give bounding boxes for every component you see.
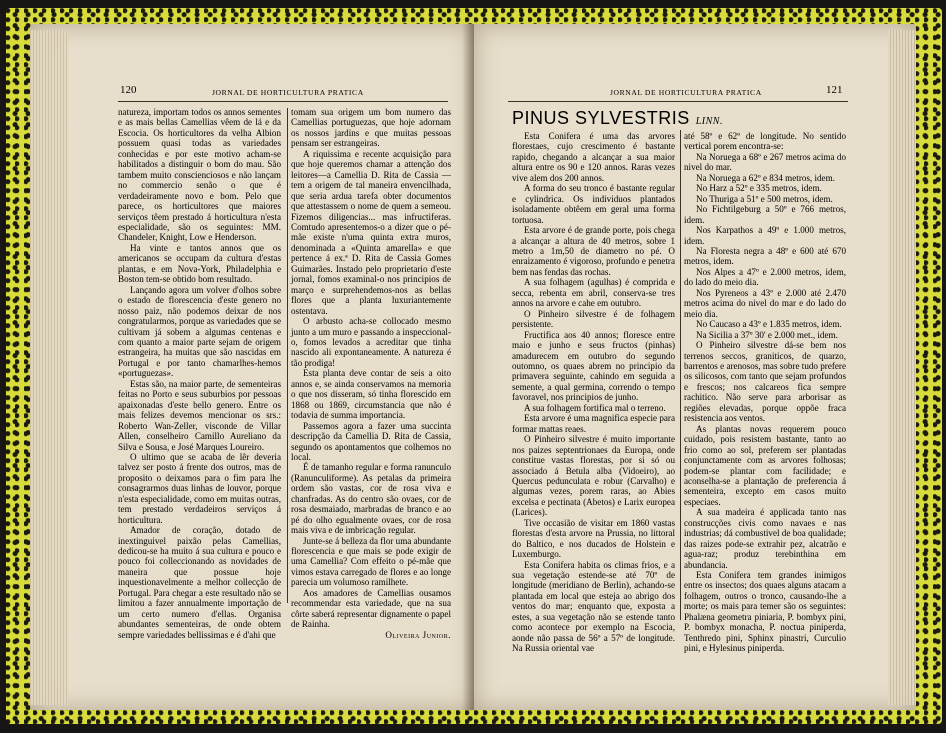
right-running-head: JORNAL DE HORTICULTURA PRATICA: [610, 88, 762, 97]
left-page-edges: [30, 30, 68, 705]
paragraph: Estas são, na maior parte, de sementeiras feitas no Porto e seus suburbios por pessoas apaixonadas d'este bello genero. Entre os mais felizes devemos mencionar os srs.: Roberto Wan-Zeller, visconde de Villar Allen, conselheiro Camillo Aureliano da Silva e Sousa, e José Marques Loureiro.: [118, 378, 281, 452]
right-column-divider: [680, 130, 681, 620]
paragraph: O Pinheiro silvestre dá-se bem nos terrenos seccos, graniticos, de quarzo, barrentos e arenosos, mas sobre tudo prefere os silicosos, com tanto que sejam profundos e frescos; nos calcareos fica sempre rachitico. Não serve para arborisar as regiões elevadas, porque oppõe fraca resistencia aos ventos.: [684, 340, 846, 424]
paragraph: Tive occasião de visitar em 1860 vastas florestas d'esta arvore na Prussia, no littoral do Baltico, e nos ducados de Holstein e Luxemburgo.: [512, 517, 675, 560]
article-title-author: LINN.: [695, 116, 723, 127]
paragraph: O ultimo que se acaba de lêr deveria talvez ser posto á frente dos outros, mas de proposito o deixamos para o fim para lhe consagrarmos duas linhas de louvor, porque n'esta especialidade, como em muitas outras, tem prestado verdadeiros serviços á horticultura.: [118, 451, 281, 525]
paragraph: Lançando agora um volver d'olhos sobre o estado de florescencia d'este genero no nosso paiz, não podemos deixar de nos congratularmos, porque as variedades que se cultivam já sobem a algumas centenas e com quanto a maior parte sejam de origem estrangeira, ha muitas que são nascidas em Portugal e por tanto chamarlhes-hemos «portuguezas».: [118, 284, 281, 379]
paragraph: No Harz a 52º e 335 metros, idem.: [696, 183, 822, 194]
paragraph: tomam sua origem um bom numero das Camellias portuguezas, que hoje adornam os nossos jardins e que muitas pessoas pensam ser estrangeiras.: [291, 107, 451, 149]
paragraph: Na Sicilia a 37º 30' e 2.000 met., idem.: [696, 329, 838, 340]
paragraph: A sua madeira é applicada tanto nas construcções civis como navaes e nas industrias; dá combustivel de boa qualidade; das raizes pode-se extrahir pez, alcatrão e agua-raz; produz terebinthina em abundancia.: [684, 507, 846, 570]
paragraph: Esta Conifera é uma das arvores florestaes, cujo crescimento é bastante rapido, chegando a alcançar a sua maior altura entre os 90 e 120 annos. Raras vezes vive alem dos 200 annos.: [512, 131, 675, 183]
article-title: [512, 108, 723, 129]
paragraph: Junte-se á belleza da flor uma abundante florescencia e que mais se pode exigir de uma Camellia? Com effeito o pé-mãe que vimos estava carregado de flores e ao longe parecia um volumoso ramilhete.: [291, 535, 451, 588]
paragraph: Esta arvore é uma magnifica especie para formar mattas reaes.: [512, 413, 675, 434]
paragraph: O arbusto acha-se collocado mesmo junto a um muro e passando a inspeccional-o, fomos levados a acreditar que tinha nascido ali expontaneamente. A natureza é tão prodiga!: [291, 316, 451, 368]
right-column-1: [512, 131, 675, 654]
left-column-1: [118, 107, 281, 640]
left-column-divider: [287, 108, 288, 603]
paragraph: Na Noruega a 68º e 267 metros acima do nivel do mar.: [684, 151, 846, 173]
paragraph: A sua folhagem (agulhas) é comprida e secca, rebenta em abril, conserva-se tres annos na arvore e cahe em outubro.: [512, 277, 675, 309]
paragraph: No Thuriga a 51º e 500 metros, idem.: [696, 193, 833, 204]
paragraph: A forma do seu tronco é bastante regular e cylindrica. Os individuos plantados isoladamente obtêem em geral uma forma tortuosa.: [512, 183, 675, 225]
left-column-2: [291, 107, 451, 640]
paragraph: No Fichtilgeburg a 50º e 766 metros, idem.: [684, 204, 846, 225]
paragraph: Nos Karpathos a 49º e 1.000 metros, idem.: [684, 225, 846, 246]
paragraph: Passemos agora a fazer uma succinta descripção da Camellia D. Rita de Cassia, segundo os apontamentos que colhemos no local.: [291, 420, 451, 462]
right-page-number: 121: [826, 84, 843, 96]
paragraph: A sua folhagem fortifica mal o terreno.: [524, 402, 666, 413]
paragraph: É de tamanho regular e forma ranunculo (Ranunculiforme). As petalas da primeira ordem são vastas, cor de rosa viva e chanfradas. As do centro são ovaes, cor de rosa desmaiado, marbradas de branco e ao pé do olho egualmente ovaes, cor de rosa mais viva e de imbricação regular.: [291, 462, 451, 536]
left-running-head: JORNAL DE HORTICULTURA PRATICA: [212, 88, 364, 97]
paragraph: O Pinheiro silvestre é de folhagem persistente.: [512, 308, 675, 330]
paragraph: Nos Alpes a 47º e 2.000 metros, idem, do lado do meio dia.: [684, 266, 846, 288]
paragraph: Esta Conifera tem grandes inimigos entre os insectos; dos quaes alguns atacam a folhagem, outros o tronco, causando-lhe a morte; os mais para temer são os seguintes: Phalæna geometra piniaria, P. bombyx pini, P. bombyx monacha, P. noctua piniperda, Tenthredo pini, Sphinx pinastri, Curculio pini, e Hylesinus piniperda.: [684, 570, 846, 654]
right-header-rule: [508, 101, 848, 102]
paragraph: Nos Pyreneos a 43º e 2.000 até 2.470 metros acima do nivel do mar e do lado do meio dia.: [684, 287, 846, 319]
paragraph: Na Floresta negra a 48º e 600 até 670 metros, idem.: [684, 245, 846, 267]
right-page-edges: [888, 30, 916, 705]
paragraph: Ha vinte e tantos annos que os americanos se occupam da cultura d'estas plantas, e em Nova-York, Philadelphia e Boston tem-se obtido bom resultado.: [118, 242, 281, 285]
paragraph: natureza, importam todos os annos sementes e as mais bellas Camellias vêem de lá e da Escocia. Os horticultores da velha Albion possuem quasi todas as variedades conhecidas e por este motivo acham-se habilitados a distinguir o bom do mau. São tambem muito conscienciosos e não lançam no commercio senão o que é verdadeiramente novo e bom. Pelo que parece, os horticultores que maiores serviços têem prestado á horticultura n'esta especialidade, são os seguintes: MM. Chandeler, Knight, Low e Henderson.: [118, 107, 281, 243]
paragraph: As plantas novas requerem pouco cuidado, pois resistem bastante, tanto ao frio como ao sol, preferem ser plantadas conjunctamente com as arvores folhosas; podem-se plantar com facilidade; e aconselha-se a plantação de preferencia á sementeira, excepto em casos muito especiaes.: [684, 423, 846, 507]
paragraph: Esta Conifera habita os climas frios, e a sua vegetação estende-se até 70º de longitude (meridiano de Berlin), achando-se plantada em local que esteja ao abrigo dos ventos do mar; enquanto que, exposta a estes, a sua vegetação não se estende tanto como acontece por exemplo na Escocia, aonde não passa de 56º a 57º de longitude. Na Russia oriental vae: [512, 559, 675, 654]
left-page-number: 120: [120, 84, 137, 96]
paragraph: Esta planta deve contar de seis a oito annos e, se ainda conservamos na memoria o que nos disseram, só tinha florescido em 1868 ou 1869, circumstancia que não é todavia de summa importancia.: [291, 368, 451, 421]
paragraph: A riquissima e recente acquisição para que hoje queremos chamar a attenção dos leitores—a Camellia D. Rita de Cassia — tem a origem de tal maneira envencilhada, que seria ardua tarefa obter documentos que attestassem o nome de quem a semeou. Fizemos diligencias... mas infructiferas. Comtudo apresentemos-o a dizer que o pé-mãe existe n'uma quinta extra muros, denominada a «Quinta amarella» e que pertence á ex.ª D. Rita de Cassia Gomes Guimarães. Instado pelo proprietario d'este jornal, fomos examinal-o nos principios de março e surprehendemos-nos as bellas flores que a planta luxuriantemente ostentava.: [291, 148, 451, 316]
paragraph: O Pinheiro silvestre é muito importante nos paizes septentrionaes da Europa, onde constitue vastas florestas, por si só ou associado á Betula alba (Vidoeiro), ao Quercus pedunculata e robur (Carvalho) e algumas vezes, porem raras, ao Abies excelsa e pectinata (Abetos) e Larix europea (Larices).: [512, 434, 675, 518]
left-header-rule: [118, 101, 448, 102]
paragraph: Amador de coração, dotado de inextinguivel paixão pelas Camellias, dedicou-se ha muito á sua cultura e pouco e pouco foi colleccionando as novidades de maneira que possue hoje inquestionavelmente a melhor collecção de Portugal. Para chegar a este resultado não se limitou a fazer annualmente importação de um certo numero d'ellas. Organisa abundantes sementeiras, de onde obtem sempre variedades bellissimas e é d'ahi que: [118, 525, 281, 640]
paragraph: Esta arvore é de grande porte, pois chega a alcançar a altura de 40 metros, sobre 1 metro a 1m,50 de diametro no pé. O enraizamento é vigoroso, profundo e penetra bem nas fendas das rochas.: [512, 225, 675, 277]
paragraph: No Caucaso a 43º e 1.835 metros, idem.: [696, 319, 842, 330]
right-column-2: [684, 131, 846, 654]
paragraph: Aos amadores de Camellias ousamos recommendar esta variedade, que na sua côrte saberá representar dignamente o papel de Rainha.: [291, 587, 451, 630]
article-title-text: PINUS SYLVESTRIS: [512, 108, 690, 128]
paragraph: Na Noruega a 62º e 834 metros, idem.: [696, 172, 835, 183]
author-signature: Oliveira Junior.: [385, 629, 451, 640]
paragraph: Fructifica aos 40 annos; floresce entre maio e junho e seus fructos (pinhas) amadurecem em outubro do segundo outomno, os quaes abrem no principio da primavera seguinte, cahindo em seguida a semente, a qual germina, correndo o tempo favoravel, nos principios de junho.: [512, 329, 675, 403]
paragraph: até 58º e 62º de longitude. No sentido vertical porem encontra-se:: [684, 131, 846, 152]
